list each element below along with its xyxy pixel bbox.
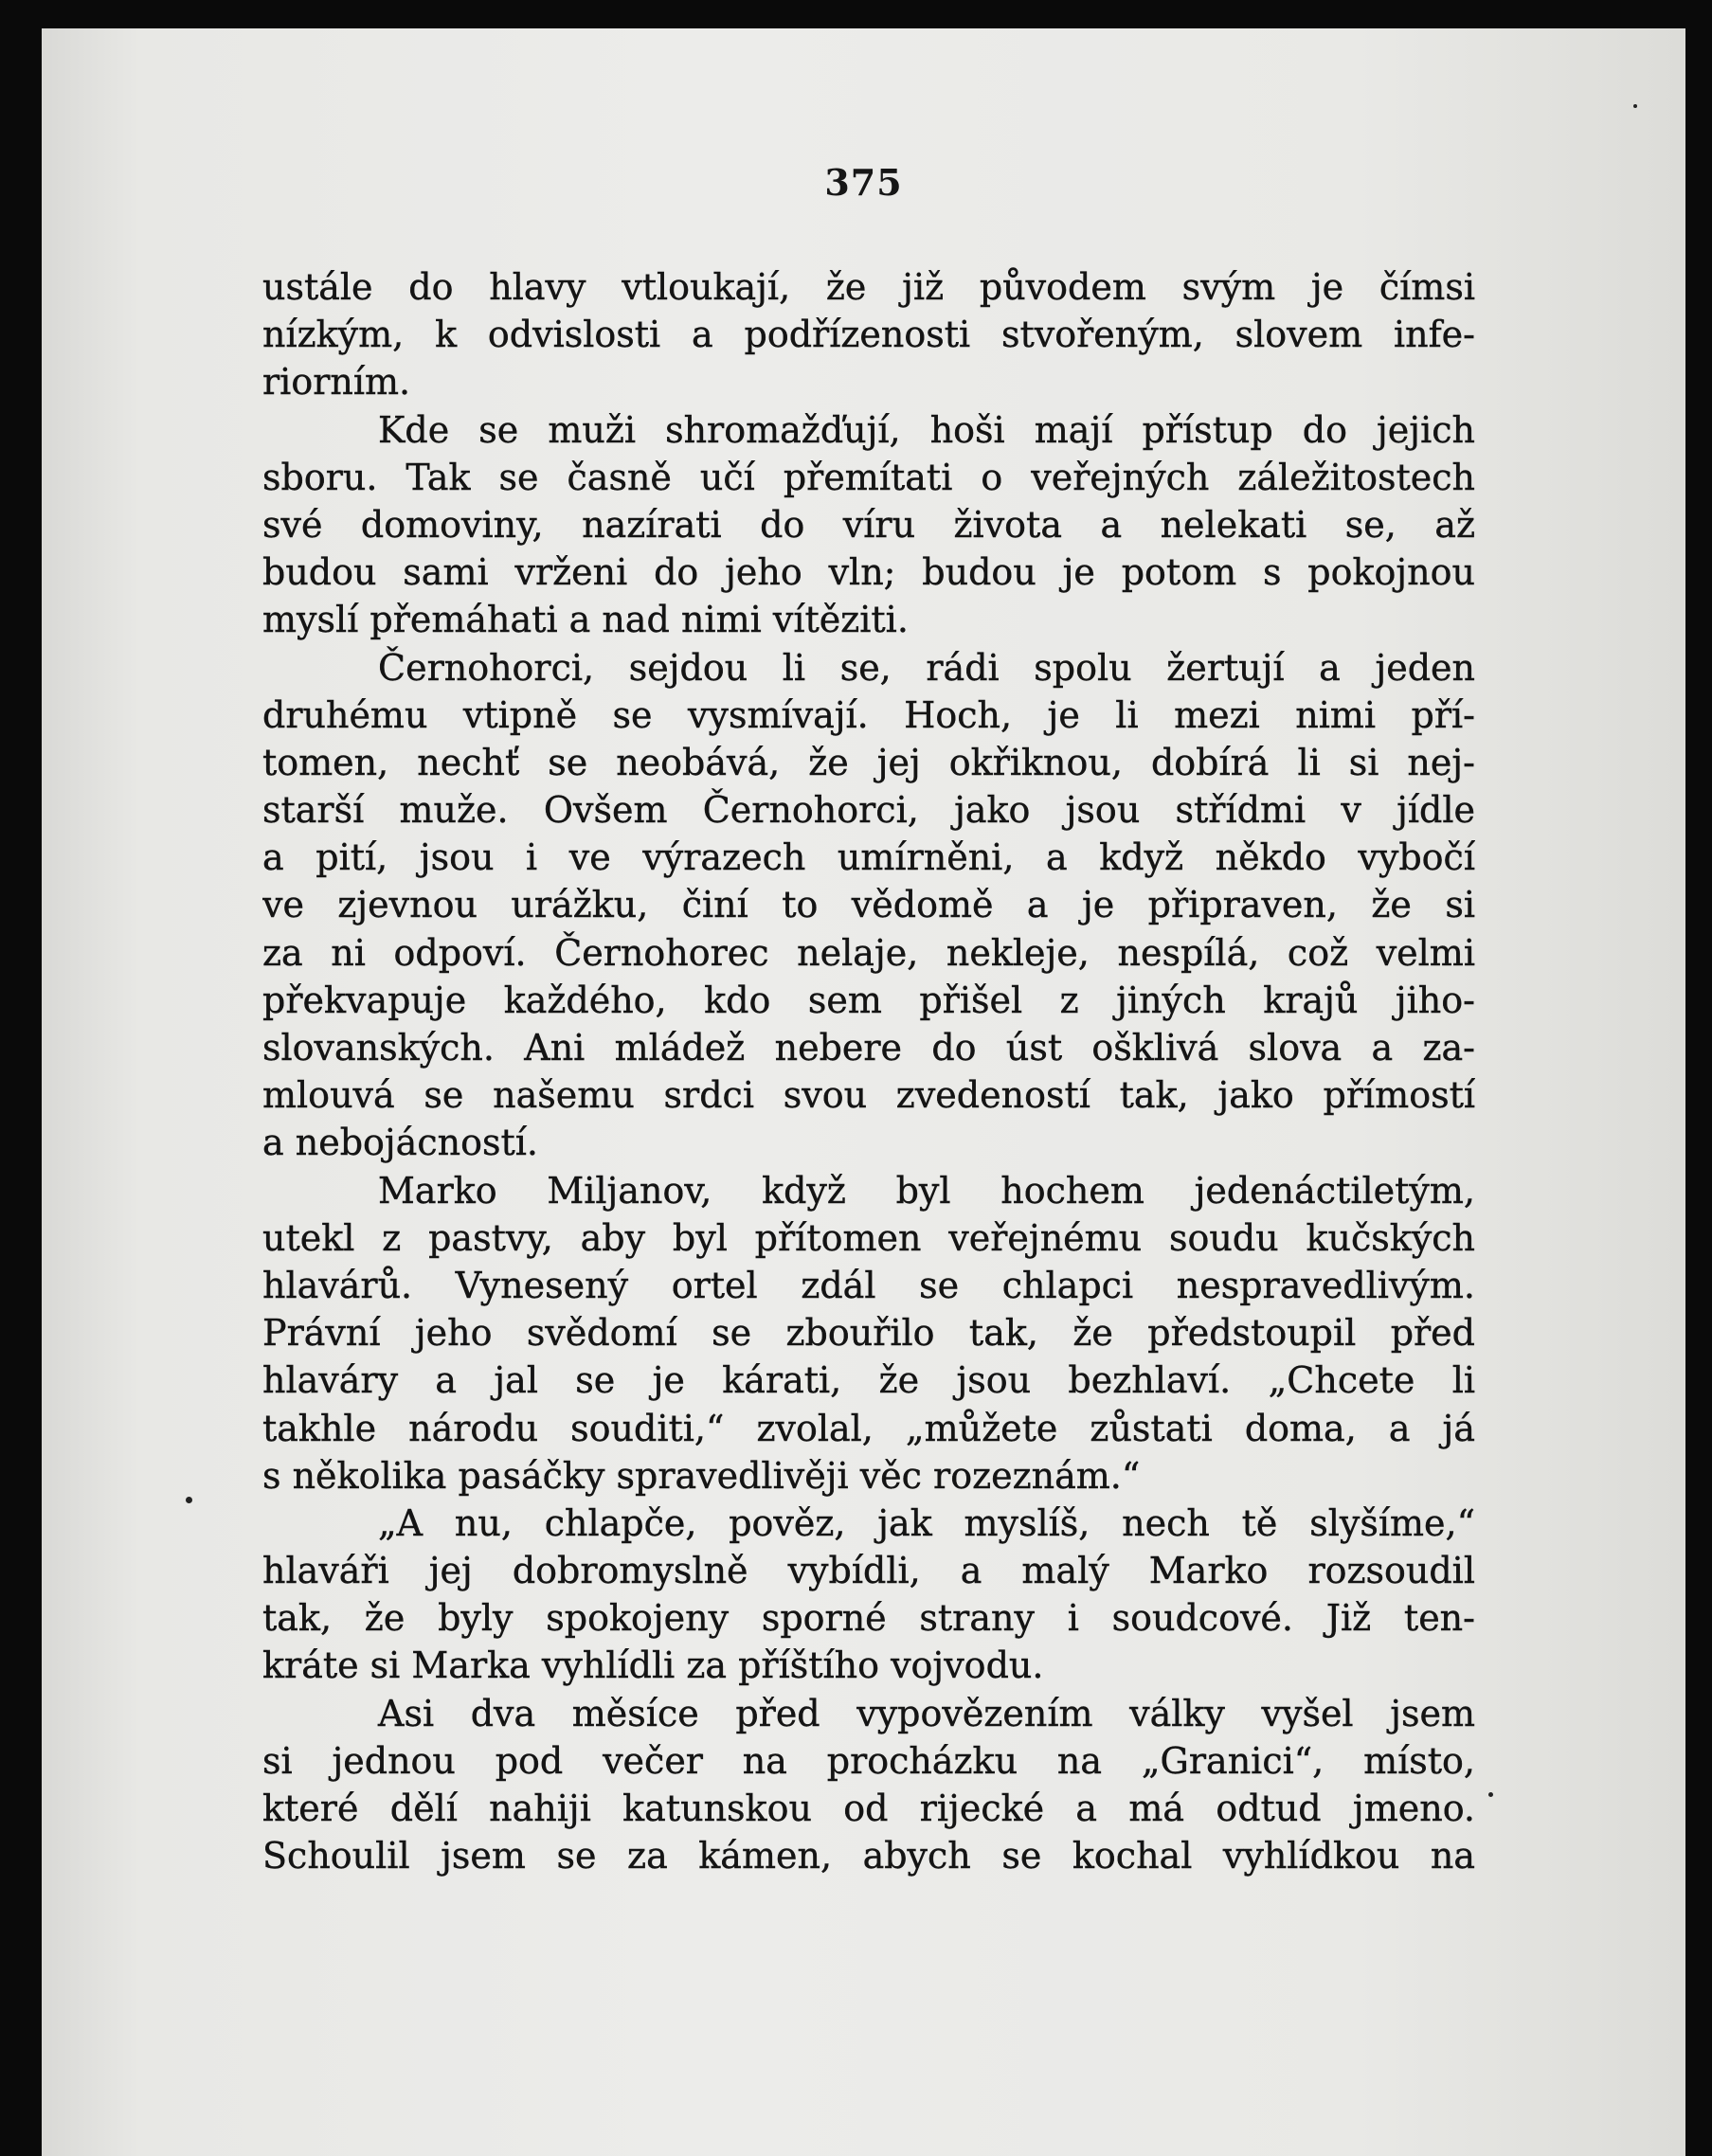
text-line: „A nu, chlapče, pověz, jak myslíš, nech tě slyšíme,“	[378, 1501, 1475, 1544]
text-line: takhle národu souditi,“ zvolal, „můžete zůstati doma, a já	[262, 1407, 1475, 1449]
text-line: kráte si Marka vyhlídli za příštího vojvodu.	[262, 1644, 1044, 1687]
text-line: své domoviny, nazírati do víru života a nelekati se, až	[262, 503, 1475, 546]
text-line: ve zjevnou urážku, činí to vědomě a je připraven, že si	[262, 884, 1475, 926]
page-number: 375	[824, 161, 903, 204]
text-line: tak, že byly spokojeny sporné strany i soudcové. Již ten-	[262, 1597, 1475, 1640]
print-speck	[1633, 104, 1637, 108]
text-line: riorním.	[262, 361, 411, 404]
text-line: Kde se muži shromažďují, hoši mají přístup do jejich	[378, 408, 1475, 451]
text-line: slovanských. Ani mládež nebere do úst ošklivá slova a za-	[262, 1027, 1475, 1069]
text-line: mlouvá se našemu srdci svou zvedeností tak, jako přímostí	[262, 1074, 1475, 1117]
text-line: si jednou pod večer na procházku na „Granici“, místo,	[262, 1739, 1475, 1782]
text-line: které dělí nahiji katunskou od rijecké a má odtud jmeno.	[262, 1788, 1475, 1829]
print-speck	[1488, 1792, 1493, 1797]
text-line: budou sami vrženi do jeho vln; budou je potom s pokojnou	[262, 551, 1475, 594]
text-line: Asi dva měsíce před vypovězením války vyšel jsem	[378, 1692, 1475, 1734]
text-line: tomen, nechť se neobává, že jej okřiknou, dobírá li si nej-	[262, 741, 1475, 783]
text-line: ustále do hlavy vtloukají, že již původem svým je čímsi	[262, 266, 1475, 308]
text-line: Černohorci, sejdou li se, rádi spolu žertují a jeden	[378, 646, 1475, 689]
text-line: utekl z pastvy, aby byl přítomen veřejnému soudu kučských	[262, 1216, 1475, 1259]
text-line: s několika pasáčky spravedlivěji věc rozeznám.“	[262, 1454, 1141, 1497]
body-text	[262, 263, 1475, 1879]
text-line: nízkým, k odvislosti a podřízenosti stvořeným, slovem infe-	[262, 314, 1475, 356]
text-line: druhému vtipně se vysmívají. Hoch, je li mezi nimi pří-	[262, 693, 1475, 736]
text-line: za ni odpoví. Černohorec nelaje, nekleje, nespílá, což velmi	[262, 931, 1475, 974]
text-line: a pití, jsou i ve výrazech umírněni, a když někdo vybočí	[262, 836, 1475, 879]
text-line: starší muže. Ovšem Černohorci, jako jsou střídmi v jídle	[262, 789, 1475, 832]
text-line: Právní jeho svědomí se zbouřilo tak, že předstoupil před	[262, 1312, 1475, 1355]
print-speck	[186, 1497, 192, 1503]
text-line: sboru. Tak se časně učí přemítati o veřejných záležitostech	[262, 456, 1475, 498]
text-line: Marko Miljanov, když byl hochem jedenáctiletým,	[378, 1169, 1475, 1212]
text-line: hlaváry a jal se je kárati, že jsou bezhlaví. „Chcete li	[262, 1359, 1475, 1402]
text-line: myslí přemáhati a nad nimi vítěziti.	[262, 599, 909, 641]
text-line: hlaváři jej dobromyslně vybídli, a malý Marko rozsoudil	[262, 1550, 1475, 1592]
text-line: Schoulil jsem se za kámen, abych se kochal vyhlídkou na	[262, 1835, 1475, 1878]
book-page	[42, 28, 1685, 2156]
text-line: hlavárů. Vynesený ortel zdál se chlapci nespravedlivým.	[262, 1264, 1475, 1306]
text-line: překvapuje každého, kdo sem přišel z jiných krajů jiho-	[262, 979, 1475, 1021]
text-line: a nebojácností.	[262, 1122, 538, 1164]
